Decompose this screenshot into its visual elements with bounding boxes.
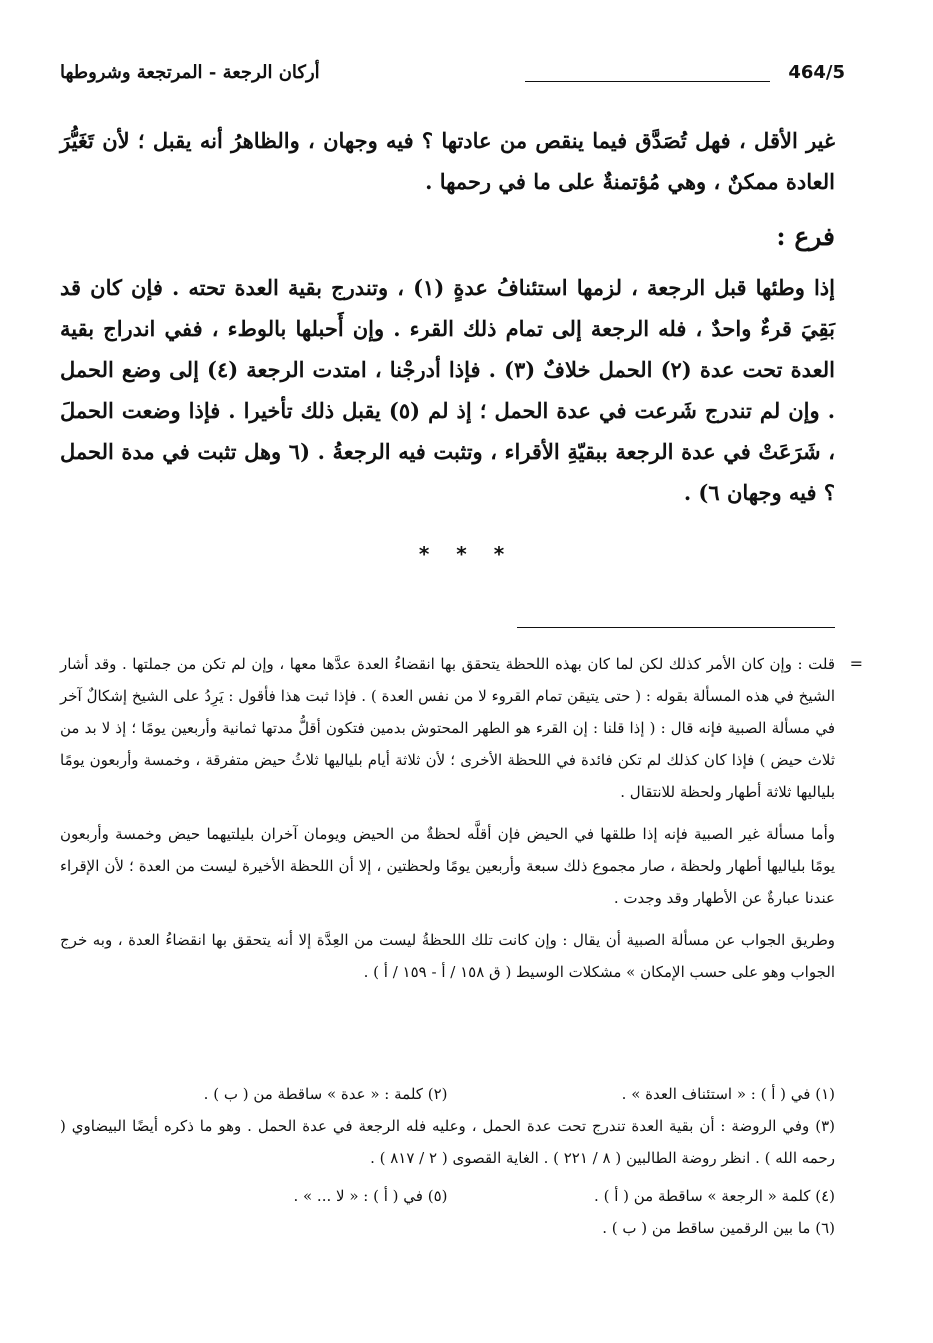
main-paragraph-1: غير الأقل ، فهل تُصَدَّق فيما ينقص من عادتها ؟ فيه وجهان ، والظاهرُ أنه يقبل ؛ لأن تَغَيُّرَ العادة ممكنٌ ، وهي مُؤتمنةٌ على ما في رحمها .	[60, 128, 835, 194]
footnote-4: (٤) كلمة « الرجعة » ساقطة من ( أ ) .	[594, 1187, 835, 1205]
footnote-row-2	[60, 1180, 835, 1212]
footnote-row-1	[60, 1078, 835, 1110]
note-paragraph-3: وطريق الجواب عن مسألة الصبية أن يقال : وإن كانت تلك اللحظةُ ليست من العِدَّة إلا أنه يتحقق بها انقضاءُ العدة ، وبه خرج الجواب وهو على حسب الإمكان » مشكلات الوسيط ( ق ١٥٨ / أ - ١٥٩ / أ ) .	[60, 931, 835, 981]
note-paragraph-1: قلت : وإن كان الأمر كذلك لكن لما كان بهذه اللحظة يتحقق بها انقضاءُ العدة عدَّها معها ، وإن لم تكن من جملتها . وقد أشار الشيخ في هذه المسألة بقوله : ( حتى يتيقن تمام القروء لا من نفس العدة ) . فإذا ثبت هذا فأقول : يَرِدُ على الشيخ إشكالٌ آخر في مسألة الصبية فإنه قال : ( إذا قلنا : إن القرء هو الطهر المحتوش بدمين فتكون أقلُّ مدتها ثمانية وأربعين يومًا ؛ إذ لا بد من ثلاث حيض ) فإذا كان كذلك لم تكن فائدة في اللحظة الأخرى ؛ لأن ثلاثة أيام بلياليها ثلاثُ حيض متفرقة ، وخمسة وأربعون يومًا بلياليها ثلاثة أطهار ولحظة للانتقال .	[60, 655, 835, 801]
main-paragraph-2: إذا وطئها قبل الرجعة ، لزمها استئنافُ عدةٍ (١) ، وتندرج بقية العدة تحته . فإن كان قد بَقِيَ قرءٌ واحدٌ ، فله الرجعة إلى تمام ذلك القرء . وإن أَحبلها بالوطء ، ففي اندراج بقية العدة تحت عدة (٢) الحمل خلافٌ (٣) . فإذا أدرجْنا ، امتدت الرجعة (٤) إلى وضع الحمل . وإن لم تندرج شَرعت في عدة الحمل ؛ إذ لم (٥) يقبل ذلك تأخيرا . فإذا وضعت الحملَ ، شَرَعَتْ في عدة الرجعة ببقيّةِ الأقراء ، وتثبت فيه الرجعةُ . (٦ وهل تثبت في مدة الحمل ؟ فيه وجهان ٦) .	[60, 275, 836, 505]
page-number: 464/5	[788, 62, 845, 83]
section-heading: فرع :	[776, 222, 835, 251]
running-title: أركان الرجعة - المرتجعة وشروطها	[60, 62, 320, 83]
continuation-mark: =	[849, 654, 863, 673]
note-paragraph-2: وأما مسألة غير الصبية فإنه إذا طلقها في الحيض فإن أقلَّه لحظةٌ من الحيض ويومان آخران بليلتيهما حيض وخمسة وأربعون يومًا بلياليها أطهار ولحظة ، صار مجموع ذلك سبعة وأربعين يومًا ولحظتين ، إلا أن اللحظة الأخيرة ليست من العدة ؛ لأن الإقراء عندنا عبارةٌ عن الأطهار وقد وجدت .	[60, 825, 835, 907]
main-text	[60, 120, 835, 513]
header-rule	[525, 81, 770, 82]
section-separator: * * *	[418, 542, 515, 566]
footnote-3: (٣) وفي الروضة : أن بقية العدة تندرج تحت عدة الحمل ، وعليه فله الرجعة في عدة الحمل . وهو ما ذكره أيضًا البيضاوي ( رحمه الله ) . انظر روضة الطالبين ( ٨ / ٢٢١ ) . الغاية القصوى ( ٢ / ٨١٧ ) .	[60, 1117, 835, 1167]
page-header	[60, 62, 845, 92]
continued-note	[60, 648, 863, 998]
footnote-6: (٦) ما بين الرقمين ساقط من ( ب ) .	[602, 1219, 835, 1237]
footnote-2: (٢) كلمة : « عدة » ساقطة من ( ب ) .	[203, 1085, 448, 1103]
footnotes	[60, 1078, 835, 1250]
footnote-5: (٥) في ( أ ) : « لا ... » .	[293, 1187, 448, 1205]
footnote-1: (١) في ( أ ) : « استئناف العدة » .	[621, 1085, 835, 1103]
footnote-rule	[517, 627, 835, 628]
